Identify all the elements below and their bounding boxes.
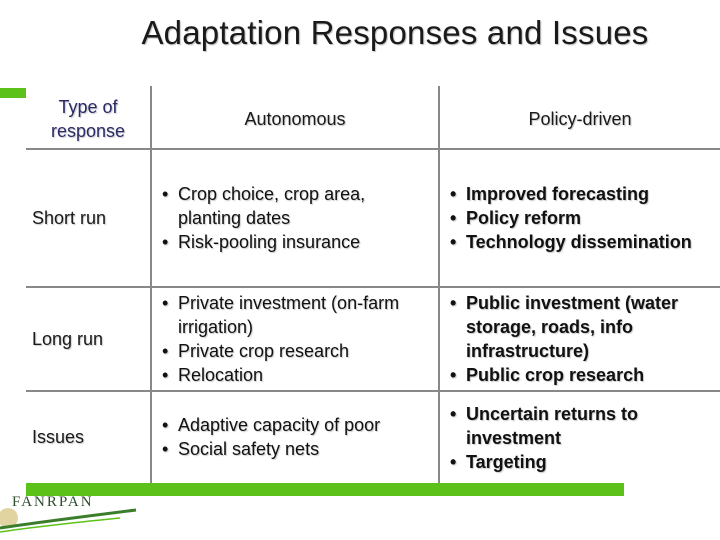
short-run-autonomous-cell bbox=[160, 150, 430, 286]
bullet-list bbox=[160, 291, 430, 387]
list-item: • Private crop research bbox=[160, 339, 430, 363]
list-item: • Private investment (on-farm irrigation) bbox=[160, 291, 430, 339]
list-item: • Technology dissemination bbox=[448, 230, 692, 254]
issues-autonomous-cell bbox=[160, 392, 430, 482]
logo-text: FANRPAN bbox=[12, 494, 94, 510]
column-divider bbox=[438, 86, 440, 483]
row-label-issues: Issues bbox=[32, 427, 85, 447]
list-item: • Targeting bbox=[448, 450, 714, 474]
list-item: • Uncertain returns to investment bbox=[448, 402, 714, 450]
list-item: • Crop choice, crop area, planting dates bbox=[160, 182, 430, 230]
list-item: • Adaptive capacity of poor bbox=[160, 413, 380, 437]
long-run-policy-cell bbox=[448, 288, 714, 390]
header-autonomous: Autonomous bbox=[244, 109, 346, 129]
bullet-list bbox=[160, 413, 380, 461]
list-item: • Improved forecasting bbox=[448, 182, 692, 206]
bullet-list bbox=[448, 182, 692, 254]
list-item: • Relocation bbox=[160, 363, 430, 387]
short-run-policy-cell bbox=[448, 150, 714, 286]
issues-policy-cell bbox=[448, 392, 714, 482]
responses-table bbox=[26, 86, 720, 483]
list-item: • Social safety nets bbox=[160, 437, 380, 461]
row-label-short-run: Short run bbox=[32, 208, 107, 228]
header-policy-driven: Policy-driven bbox=[528, 109, 632, 129]
bullet-list bbox=[448, 291, 714, 387]
list-item: • Risk-pooling insurance bbox=[160, 230, 430, 254]
list-item: • Public investment (water storage, roads, info infrastructure) bbox=[448, 291, 714, 363]
header-type-of-response: Type of response bbox=[50, 97, 126, 141]
bullet-list bbox=[448, 402, 714, 474]
long-run-autonomous-cell bbox=[160, 288, 430, 390]
row-label-long-run: Long run bbox=[32, 329, 104, 349]
list-item: • Policy reform bbox=[448, 206, 692, 230]
bullet-list bbox=[160, 182, 430, 254]
slide-title: Adaptation Responses and Issues bbox=[141, 14, 649, 51]
list-item: • Public crop research bbox=[448, 363, 714, 387]
column-divider bbox=[150, 86, 152, 483]
